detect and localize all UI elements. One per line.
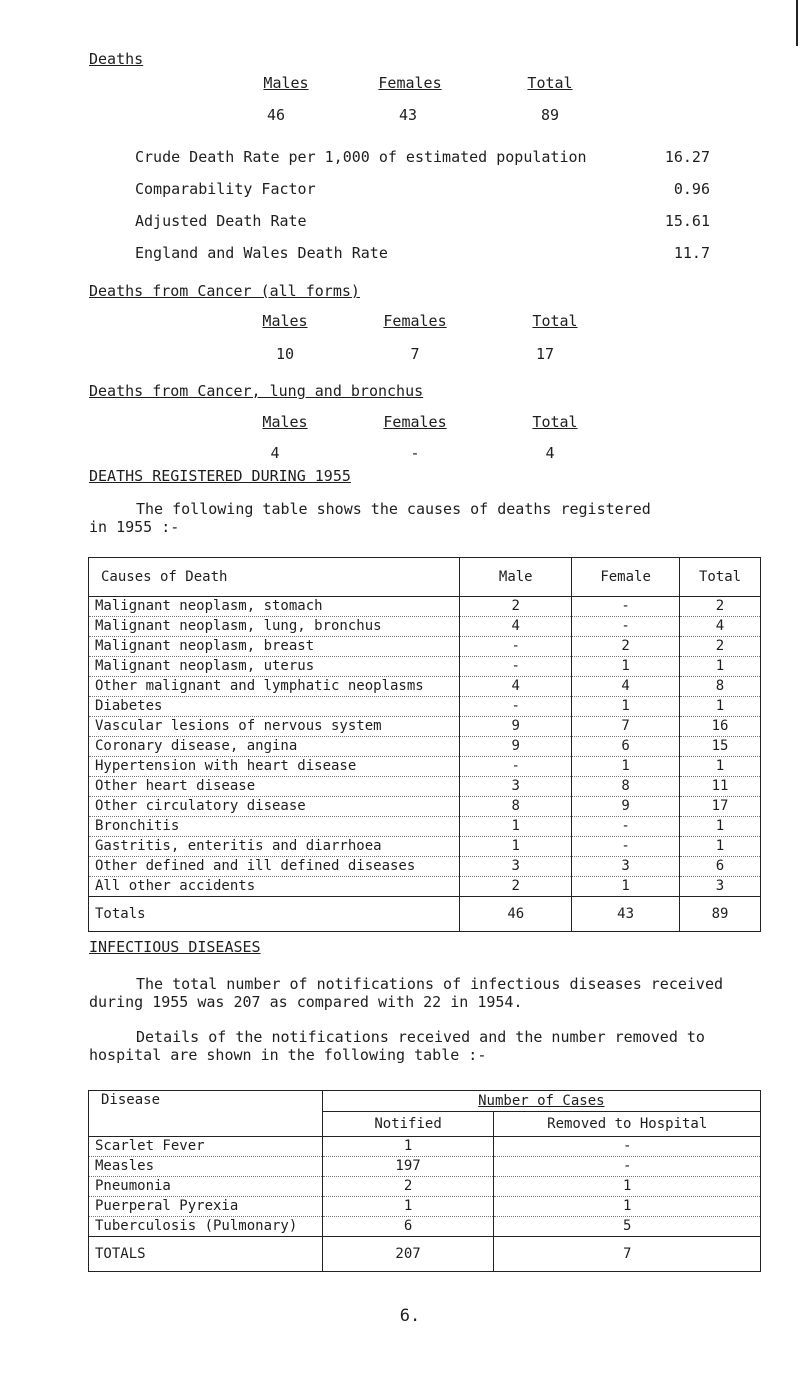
infectious-heading: INFECTIOUS DISEASES (89, 938, 261, 956)
total-cell: 15 (680, 737, 761, 757)
male-cell: 4 (460, 677, 572, 697)
england-wales-death-rate-label: England and Wales Death Rate (135, 244, 388, 262)
female-cell: 1 (572, 657, 680, 677)
totals-notified: 207 (322, 1237, 494, 1272)
total-header: Total (680, 558, 761, 597)
totals-label: Totals (89, 897, 460, 932)
female-cell: 1 (572, 757, 680, 777)
male-cell: 3 (460, 777, 572, 797)
disease-cell: Tuberculosis (Pulmonary) (89, 1217, 323, 1237)
male-cell: - (460, 697, 572, 717)
adjusted-death-rate-label: Adjusted Death Rate (135, 212, 307, 230)
deaths-heading: Deaths (89, 50, 144, 68)
cause-cell: All other accidents (89, 877, 460, 897)
female-cell: - (572, 597, 680, 617)
male-cell: - (460, 757, 572, 777)
infectious-para1-line-2: during 1955 was 207 as compared with 22 in 1954. (89, 993, 523, 1011)
notified-cell: 197 (322, 1157, 494, 1177)
page-edge-mark (796, 0, 798, 46)
male-cell: - (460, 637, 572, 657)
number-of-cases-header: Number of Cases (322, 1091, 760, 1112)
total-cell: 17 (680, 797, 761, 817)
male-cell: 3 (460, 857, 572, 877)
male-cell: - (460, 657, 572, 677)
male-cell: 1 (460, 837, 572, 857)
deaths-value-males: 46 (266, 106, 286, 124)
cancer-lung-value-males: 4 (270, 444, 280, 462)
male-header: Male (460, 558, 572, 597)
removed-cell: - (494, 1157, 761, 1177)
cause-cell: Malignant neoplasm, lung, bronchus (89, 617, 460, 637)
infectious-diseases-table (88, 1090, 761, 1272)
removed-header: Removed to Hospital (494, 1112, 761, 1137)
table-row (89, 597, 761, 617)
totals-row (89, 897, 761, 932)
deaths-col-males: Males (263, 74, 309, 92)
registered-intro-line-2: in 1955 :- (89, 518, 180, 536)
cancer-lung-value-females: - (410, 444, 420, 462)
cause-cell: Malignant neoplasm, stomach (89, 597, 460, 617)
cause-cell: Other defined and ill defined diseases (89, 857, 460, 877)
total-cell: 6 (680, 857, 761, 877)
table-row (89, 637, 761, 657)
totals-row (89, 1237, 761, 1272)
cancer-all-col-males: Males (262, 312, 308, 330)
total-cell: 1 (680, 837, 761, 857)
table-row (89, 1177, 761, 1197)
table-row (89, 1197, 761, 1217)
female-cell: 8 (572, 777, 680, 797)
table-row (89, 737, 761, 757)
male-cell: 8 (460, 797, 572, 817)
cause-cell: Hypertension with heart disease (89, 757, 460, 777)
comparability-factor-value: 0.96 (673, 180, 710, 198)
female-cell: 1 (572, 697, 680, 717)
total-cell: 1 (680, 657, 761, 677)
female-cell: 2 (572, 637, 680, 657)
total-cell: 2 (680, 597, 761, 617)
female-cell: 3 (572, 857, 680, 877)
total-cell: 1 (680, 757, 761, 777)
total-cell: 2 (680, 637, 761, 657)
notified-header: Notified (322, 1112, 494, 1137)
table-row (89, 877, 761, 897)
disease-cell: Scarlet Fever (89, 1137, 323, 1157)
female-cell: 4 (572, 677, 680, 697)
total-cell: 4 (680, 617, 761, 637)
cause-cell: Bronchitis (89, 817, 460, 837)
male-cell: 9 (460, 737, 572, 757)
table-row (89, 1137, 761, 1157)
table-row (89, 1217, 761, 1237)
notified-cell: 1 (322, 1137, 494, 1157)
table-row (89, 677, 761, 697)
registered-intro-line-1: The following table shows the causes of deaths registered (136, 500, 651, 518)
total-cell: 1 (680, 697, 761, 717)
total-cell: 1 (680, 817, 761, 837)
disease-cell: Pneumonia (89, 1177, 323, 1197)
male-cell: 1 (460, 817, 572, 837)
causes-header: Causes of Death (89, 558, 460, 597)
total-cell: 16 (680, 717, 761, 737)
page-number: 6. (399, 1306, 421, 1326)
total-cell: 3 (680, 877, 761, 897)
comparability-factor-label: Comparability Factor (135, 180, 316, 198)
cancer-lung-value-total: 4 (545, 444, 555, 462)
cause-cell: Coronary disease, angina (89, 737, 460, 757)
infectious-para2-line-1: Details of the notifications received and the number removed to (136, 1028, 705, 1046)
male-cell: 9 (460, 717, 572, 737)
female-cell: 1 (572, 877, 680, 897)
table-row (89, 777, 761, 797)
table-row (89, 617, 761, 637)
cancer-all-col-total: Total (532, 312, 578, 330)
deaths-col-total: Total (527, 74, 573, 92)
cancer-all-value-total: 17 (535, 345, 555, 363)
total-cell: 8 (680, 677, 761, 697)
cause-cell: Malignant neoplasm, breast (89, 637, 460, 657)
cancer-lung-heading: Deaths from Cancer, lung and bronchus (89, 382, 424, 400)
crude-death-rate-value: 16.27 (664, 148, 710, 166)
causes-of-death-table (88, 557, 761, 932)
removed-cell: 1 (494, 1177, 761, 1197)
table-row (89, 697, 761, 717)
adjusted-death-rate-value: 15.61 (664, 212, 710, 230)
infectious-para2-line-2: hospital are shown in the following table :- (89, 1046, 487, 1064)
cancer-lung-col-males: Males (262, 413, 308, 431)
totals-female: 43 (572, 897, 680, 932)
cancer-all-heading: Deaths from Cancer (all forms) (89, 282, 360, 300)
deaths-value-total: 89 (540, 106, 560, 124)
male-cell: 2 (460, 597, 572, 617)
table-row (89, 857, 761, 877)
male-cell: 4 (460, 617, 572, 637)
notified-cell: 2 (322, 1177, 494, 1197)
cancer-lung-col-total: Total (532, 413, 578, 431)
cause-cell: Other heart disease (89, 777, 460, 797)
female-header: Female (572, 558, 680, 597)
female-cell: 9 (572, 797, 680, 817)
cause-cell: Other circulatory disease (89, 797, 460, 817)
crude-death-rate-label: Crude Death Rate per 1,000 of estimated population (135, 148, 587, 166)
male-cell: 2 (460, 877, 572, 897)
deaths-value-females: 43 (398, 106, 418, 124)
removed-cell: 5 (494, 1217, 761, 1237)
infectious-para1-line-1: The total number of notifications of infectious diseases received (136, 975, 723, 993)
totals-removed: 7 (494, 1237, 761, 1272)
cancer-lung-col-females: Females (383, 413, 447, 431)
disease-cell: Measles (89, 1157, 323, 1177)
table-row (89, 717, 761, 737)
england-wales-death-rate-value: 11.7 (673, 244, 710, 262)
totals-label: TOTALS (89, 1237, 323, 1272)
cancer-all-col-females: Females (383, 312, 447, 330)
table-row (89, 837, 761, 857)
cause-cell: Diabetes (89, 697, 460, 717)
totals-total: 89 (680, 897, 761, 932)
disease-cell: Puerperal Pyrexia (89, 1197, 323, 1217)
table-row (89, 1157, 761, 1177)
cause-cell: Vascular lesions of nervous system (89, 717, 460, 737)
registered-heading: DEATHS REGISTERED DURING 1955 (89, 467, 351, 485)
notified-cell: 6 (322, 1217, 494, 1237)
removed-cell: - (494, 1137, 761, 1157)
table-row (89, 797, 761, 817)
cancer-all-value-females: 7 (410, 345, 420, 363)
female-cell: 6 (572, 737, 680, 757)
deaths-col-females: Females (378, 74, 442, 92)
cause-cell: Other malignant and lymphatic neoplasms (89, 677, 460, 697)
table-row (89, 817, 761, 837)
female-cell: 7 (572, 717, 680, 737)
cancer-all-value-males: 10 (275, 345, 295, 363)
table-row (89, 757, 761, 777)
female-cell: - (572, 617, 680, 637)
notified-cell: 1 (322, 1197, 494, 1217)
totals-male: 46 (460, 897, 572, 932)
female-cell: - (572, 817, 680, 837)
total-cell: 11 (680, 777, 761, 797)
table-row (89, 657, 761, 677)
female-cell: - (572, 837, 680, 857)
cause-cell: Gastritis, enteritis and diarrhoea (89, 837, 460, 857)
cause-cell: Malignant neoplasm, uterus (89, 657, 460, 677)
removed-cell: 1 (494, 1197, 761, 1217)
disease-header: Disease (89, 1091, 323, 1137)
